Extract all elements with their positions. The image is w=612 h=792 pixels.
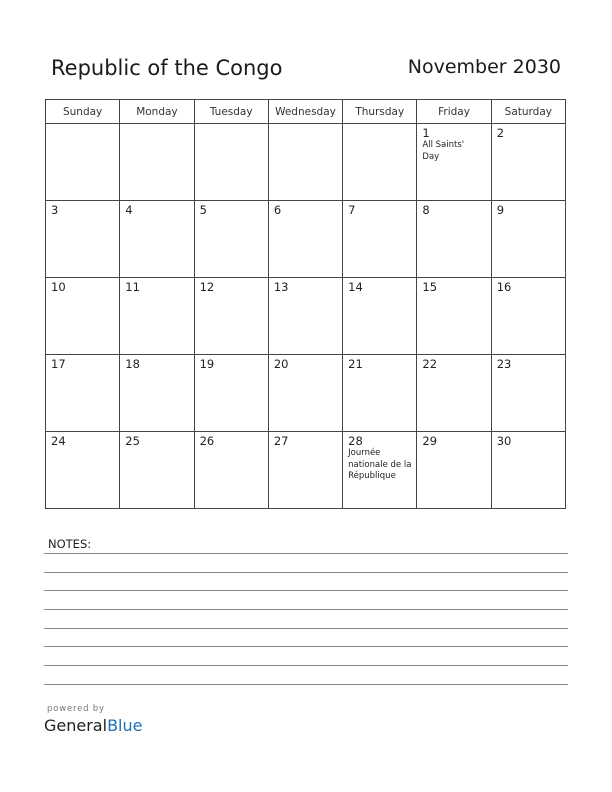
day-cell xyxy=(46,201,120,278)
day-number: 3 xyxy=(51,203,59,217)
weekday-header-row xyxy=(46,100,566,124)
day-number: 30 xyxy=(496,434,512,448)
day-cell xyxy=(194,124,268,201)
day-number: 20 xyxy=(273,357,289,371)
day-number: 17 xyxy=(51,357,66,371)
note-line xyxy=(44,609,568,610)
day-cell xyxy=(491,201,565,278)
day-number: 8 xyxy=(422,203,430,217)
week-row xyxy=(46,432,566,509)
day-cell xyxy=(491,355,565,432)
day-cell xyxy=(268,355,342,432)
powered-by-text: powered by xyxy=(47,704,105,714)
day-number: 9 xyxy=(496,203,505,217)
day-cell xyxy=(417,201,491,278)
weekday-header: Saturday xyxy=(491,100,565,124)
week-row xyxy=(46,278,566,355)
day-number: 28 xyxy=(348,434,363,448)
brand-general: General xyxy=(44,716,108,735)
day-number: 1 xyxy=(422,126,430,140)
holiday-label: Journée nationale de la République xyxy=(348,448,412,481)
day-number: 25 xyxy=(125,434,140,448)
week-row xyxy=(46,355,566,432)
day-number: 14 xyxy=(348,280,363,294)
day-cell xyxy=(417,355,491,432)
holiday-label: All Saints' Day xyxy=(422,140,465,162)
day-cell xyxy=(194,201,268,278)
day-cell xyxy=(120,124,194,201)
day-number: 29 xyxy=(422,434,438,448)
weekday-header: Wednesday xyxy=(268,100,342,124)
day-number: 4 xyxy=(125,203,133,217)
note-line xyxy=(44,684,568,685)
weekday-header: Monday xyxy=(120,100,194,124)
calendar-month-title: November 2030 xyxy=(407,56,561,78)
day-number: 2 xyxy=(496,126,505,140)
day-number: 18 xyxy=(125,357,140,371)
note-line xyxy=(44,646,568,647)
week-row xyxy=(46,124,566,201)
day-cell xyxy=(120,432,194,509)
note-line xyxy=(44,572,568,573)
day-number: 5 xyxy=(199,203,207,217)
day-number: 26 xyxy=(199,434,215,448)
day-number: 11 xyxy=(125,280,140,294)
day-cell xyxy=(343,124,417,201)
day-number: 19 xyxy=(199,357,215,371)
day-cell xyxy=(46,432,120,509)
day-cell xyxy=(343,201,417,278)
week-row xyxy=(46,201,566,278)
weekday-header: Thursday xyxy=(343,100,417,124)
day-cell xyxy=(343,432,417,509)
day-cell xyxy=(491,432,565,509)
weekday-header: Friday xyxy=(417,100,491,124)
day-number: 10 xyxy=(51,280,66,294)
generalblue-logo[interactable] xyxy=(44,716,142,735)
note-line xyxy=(44,590,568,591)
day-cell xyxy=(268,278,342,355)
day-cell xyxy=(343,278,417,355)
weekday-header: Sunday xyxy=(46,100,120,124)
weekday-header: Tuesday xyxy=(194,100,268,124)
brand-blue: Blue xyxy=(107,716,143,735)
day-cell xyxy=(194,278,268,355)
day-cell xyxy=(268,432,342,509)
day-number: 13 xyxy=(273,280,289,294)
day-cell xyxy=(120,201,194,278)
day-cell xyxy=(194,355,268,432)
note-line xyxy=(44,628,568,629)
day-cell xyxy=(417,432,491,509)
day-cell xyxy=(46,278,120,355)
notes-label: NOTES: xyxy=(48,537,92,551)
day-cell xyxy=(46,124,120,201)
day-cell xyxy=(491,124,565,201)
day-number: 27 xyxy=(273,434,289,448)
day-cell xyxy=(343,355,417,432)
day-cell xyxy=(491,278,565,355)
day-number: 23 xyxy=(496,357,512,371)
day-cell xyxy=(120,355,194,432)
day-cell xyxy=(46,355,120,432)
day-number: 12 xyxy=(199,280,215,294)
note-line xyxy=(44,553,568,554)
day-cell xyxy=(417,278,491,355)
day-number: 16 xyxy=(496,280,512,294)
note-line xyxy=(44,665,568,666)
day-number: 6 xyxy=(273,203,282,217)
day-cell xyxy=(120,278,194,355)
day-number: 24 xyxy=(51,434,66,448)
day-cell xyxy=(268,124,342,201)
calendar-country-title: Republic of the Congo xyxy=(51,56,283,80)
day-number: 7 xyxy=(348,203,356,217)
day-number: 15 xyxy=(422,280,438,294)
day-number: 22 xyxy=(422,357,438,371)
day-number: 21 xyxy=(348,357,363,371)
day-cell xyxy=(417,124,491,201)
day-cell xyxy=(268,201,342,278)
calendar-grid xyxy=(45,99,566,509)
day-cell xyxy=(194,432,268,509)
